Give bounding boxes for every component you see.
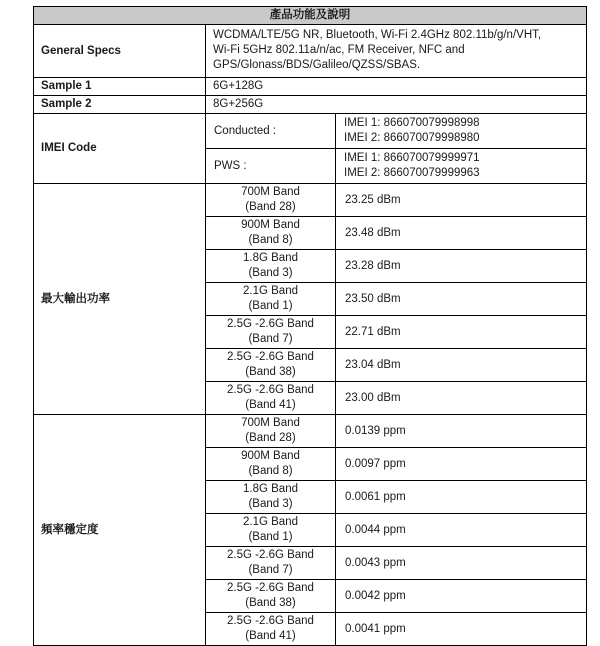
power-band-name-6-line1: 2.5G -2.6G Band <box>227 351 314 363</box>
power-value-1: 23.25 dBm <box>336 184 587 217</box>
power-value-3: 23.28 dBm <box>336 250 587 283</box>
freq-band-name-1 <box>206 415 336 448</box>
power-band-name-7 <box>206 382 336 415</box>
freq-band-name-7 <box>206 613 336 646</box>
power-band-name-7-line1: 2.5G -2.6G Band <box>227 384 314 396</box>
power-band-name-2-line1: 900M Band <box>241 219 300 231</box>
general-specs-value <box>206 25 587 78</box>
imei-1-conducted: IMEI 1: 866070079998998 <box>344 117 480 129</box>
imei-values-conducted <box>336 114 587 149</box>
power-band-name-1-line2: (Band 28) <box>245 201 296 213</box>
imei-type-pws: PWS : <box>206 149 336 184</box>
power-band-name-2 <box>206 217 336 250</box>
table-row-power-band-1 <box>34 184 587 217</box>
row-label-frequency-stability: 頻率穩定度 <box>34 415 206 646</box>
row-label-imei-code: IMEI Code <box>34 114 206 184</box>
freq-band-name-2-line2: (Band 8) <box>248 465 293 477</box>
freq-value-6: 0.0042 ppm <box>336 580 587 613</box>
freq-band-name-5 <box>206 547 336 580</box>
row-label-sample-1: Sample 1 <box>34 78 206 96</box>
general-specs-line-2: Wi-Fi 5GHz 802.11a/n/ac, FM Receiver, NFC and <box>213 44 465 56</box>
power-band-name-5-line1: 2.5G -2.6G Band <box>227 318 314 330</box>
freq-band-name-5-line2: (Band 7) <box>248 564 293 576</box>
power-band-name-3-line1: 1.8G Band <box>243 252 298 264</box>
freq-band-name-6 <box>206 580 336 613</box>
freq-band-name-3-line1: 1.8G Band <box>243 483 298 495</box>
imei-2-conducted: IMEI 2: 866070079998980 <box>344 132 480 144</box>
power-band-name-3 <box>206 250 336 283</box>
freq-value-2: 0.0097 ppm <box>336 448 587 481</box>
power-band-name-5 <box>206 316 336 349</box>
imei-1-pws: IMEI 1: 866070079999971 <box>344 152 480 164</box>
freq-value-5: 0.0043 ppm <box>336 547 587 580</box>
row-label-max-output-power: 最大輸出功率 <box>34 184 206 415</box>
power-band-name-4-line1: 2.1G Band <box>243 285 298 297</box>
freq-value-3: 0.0061 ppm <box>336 481 587 514</box>
freq-band-name-2-line1: 900M Band <box>241 450 300 462</box>
power-band-name-6 <box>206 349 336 382</box>
table-row-sample-1 <box>34 78 587 96</box>
power-band-name-4-line2: (Band 1) <box>248 300 293 312</box>
freq-band-name-2 <box>206 448 336 481</box>
freq-band-name-7-line1: 2.5G -2.6G Band <box>227 615 314 627</box>
freq-band-name-1-line2: (Band 28) <box>245 432 296 444</box>
table-title: 產品功能及說明 <box>34 7 587 25</box>
power-band-name-2-line2: (Band 8) <box>248 234 293 246</box>
general-specs-line-3: GPS/Glonass/BDS/Galileo/QZSS/SBAS. <box>213 59 421 71</box>
power-band-name-7-line2: (Band 41) <box>245 399 296 411</box>
product-spec-table <box>33 6 587 646</box>
power-value-5: 22.71 dBm <box>336 316 587 349</box>
power-value-4: 23.50 dBm <box>336 283 587 316</box>
freq-band-name-7-line2: (Band 41) <box>245 630 296 642</box>
general-specs-line-1: WCDMA/LTE/5G NR, Bluetooth, Wi-Fi 2.4GHz 802.11b/g/n/VHT, <box>213 29 542 41</box>
power-value-7: 23.00 dBm <box>336 382 587 415</box>
freq-value-1: 0.0139 ppm <box>336 415 587 448</box>
table-row-imei-conducted <box>34 114 587 149</box>
power-band-name-3-line2: (Band 3) <box>248 267 293 279</box>
power-band-name-5-line2: (Band 7) <box>248 333 293 345</box>
freq-band-name-4-line2: (Band 1) <box>248 531 293 543</box>
imei-2-pws: IMEI 2: 866070079999963 <box>344 167 480 179</box>
power-band-name-4 <box>206 283 336 316</box>
table-row-general-specs <box>34 25 587 78</box>
freq-band-name-6-line1: 2.5G -2.6G Band <box>227 582 314 594</box>
power-value-6: 23.04 dBm <box>336 349 587 382</box>
freq-band-name-4-line1: 2.1G Band <box>243 516 298 528</box>
freq-band-name-3 <box>206 481 336 514</box>
row-label-general-specs: General Specs <box>34 25 206 78</box>
freq-value-4: 0.0044 ppm <box>336 514 587 547</box>
power-band-name-6-line2: (Band 38) <box>245 366 296 378</box>
imei-type-conducted: Conducted : <box>206 114 336 149</box>
freq-band-name-3-line2: (Band 3) <box>248 498 293 510</box>
table-row-freq-band-1 <box>34 415 587 448</box>
power-value-2: 23.48 dBm <box>336 217 587 250</box>
power-band-name-1 <box>206 184 336 217</box>
freq-value-7: 0.0041 ppm <box>336 613 587 646</box>
table-row-sample-2 <box>34 96 587 114</box>
row-label-sample-2: Sample 2 <box>34 96 206 114</box>
sample-1-value: 6G+128G <box>206 78 587 96</box>
power-band-name-1-line1: 700M Band <box>241 186 300 198</box>
freq-band-name-6-line2: (Band 38) <box>245 597 296 609</box>
freq-band-name-5-line1: 2.5G -2.6G Band <box>227 549 314 561</box>
table-header-row <box>34 7 587 25</box>
freq-band-name-1-line1: 700M Band <box>241 417 300 429</box>
imei-values-pws <box>336 149 587 184</box>
sample-2-value: 8G+256G <box>206 96 587 114</box>
freq-band-name-4 <box>206 514 336 547</box>
